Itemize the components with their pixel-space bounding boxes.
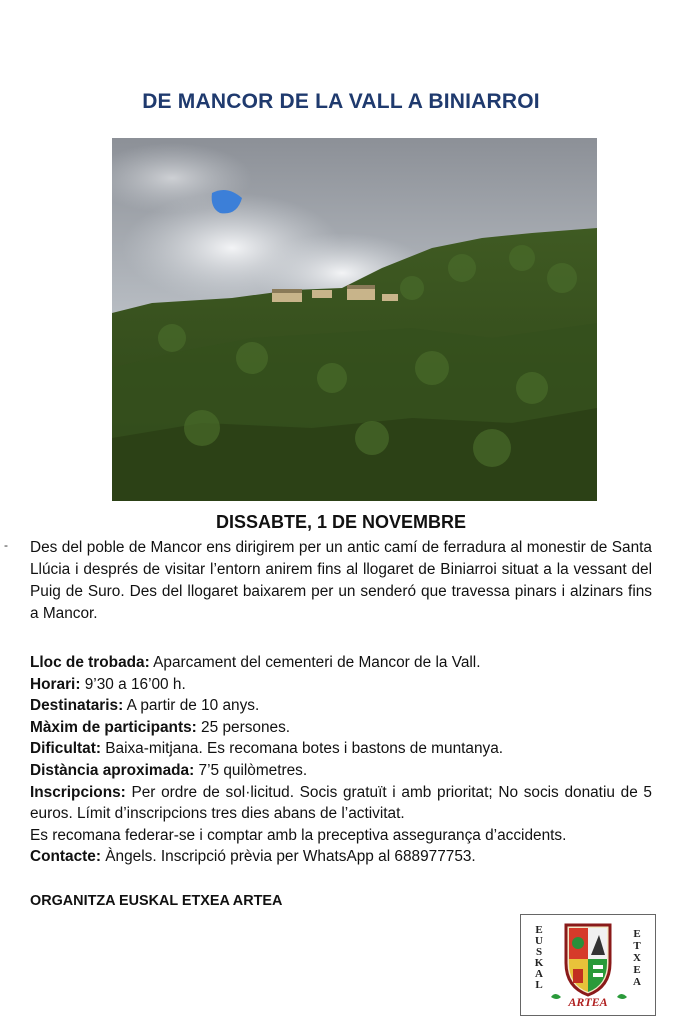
- svg-text:S: S: [535, 946, 543, 958]
- detail-max-participants: Màxim de participants: 25 persones.: [30, 718, 291, 736]
- details-list: [30, 652, 652, 868]
- svg-text:L: L: [535, 979, 543, 991]
- detail-distance: Distància aproximada: 7’5 quilòmetres.: [30, 761, 308, 779]
- detail-difficulty: Dificultat: Baixa-mitjana. Es recomana botes i bastons de muntanya.: [30, 740, 504, 758]
- svg-text:T: T: [633, 940, 641, 952]
- detail-insurance-note: Es recomana federar-se i comptar amb la preceptiva assegurança d’accidents.: [30, 826, 567, 844]
- logo-letter: E: [535, 924, 543, 936]
- detail-meeting-point: Lloc de trobada: Aparcament del cementeri de Mancor de la Vall.: [30, 654, 481, 671]
- svg-text:ARTEA: ARTEA: [568, 995, 608, 1009]
- svg-text:E: E: [633, 964, 641, 976]
- detail-schedule: Horari: 9’30 a 16’00 h.: [30, 675, 186, 693]
- intro-paragraph: Des del poble de Mancor ens dirigirem per un antic camí de ferradura al monestir de Santa Llúcia i després de visitar l’entorn anirem fins al llogaret de Biniarroi situat a la vessant del Puig de Suro. Des del llogaret baixarem per un senderó que travessa pinars i alzinars fins a Mancor.: [30, 539, 652, 622]
- page-title: DE MANCOR DE LA VALL A BINIARROI: [142, 90, 540, 113]
- event-date: DISSABTE, 1 DE NOVEMBRE: [215, 512, 467, 532]
- svg-text:X: X: [633, 952, 641, 964]
- mountain-photo: [112, 138, 597, 501]
- detail-registration: Inscripcions: Per ordre de sol·licitud. Socis gratuït i amb prioritat; No socis donatiu de 5 euros. Límit d’inscripcions tres dies abans de l’activitat.: [30, 783, 652, 823]
- svg-text:E: E: [633, 928, 641, 940]
- euskal-etxea-logo: [520, 914, 656, 1016]
- organizer: ORGANITZA EUSKAL ETXEA ARTEA: [30, 893, 283, 909]
- detail-audience: Destinataris: A partir de 10 anys.: [30, 697, 260, 715]
- detail-contact: Contacte: Àngels. Inscripció prèvia per WhatsApp al 688977753.: [30, 848, 476, 866]
- svg-text:A: A: [633, 976, 641, 988]
- svg-text:U: U: [535, 935, 543, 947]
- svg-text:K: K: [534, 957, 544, 969]
- margin-mark: -: [4, 538, 8, 552]
- svg-text:A: A: [535, 968, 543, 980]
